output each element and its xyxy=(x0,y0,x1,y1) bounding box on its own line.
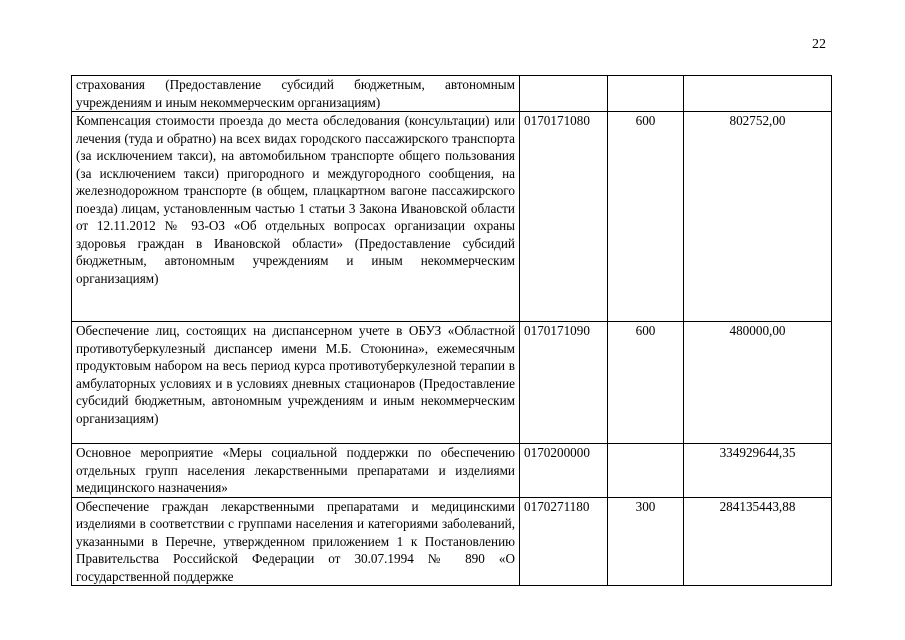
row-expense-type: 600 xyxy=(608,322,684,444)
budget-table xyxy=(71,75,832,586)
row-amount xyxy=(684,76,832,112)
table-row xyxy=(72,112,832,322)
row-code: 0170271180 xyxy=(520,497,608,586)
row-description: Обеспечение граждан лекарственными препаратами и медицинскими изделиями в соответствии с группами населения и категориями заболеваний, указанными в Перечне, утвержденном приложением 1 к Постановлению Правительства Российской Федерации от 30.07.1994 № 890 «О государственной поддержке xyxy=(72,497,520,586)
page-number: 22 xyxy=(812,37,826,52)
table-row xyxy=(72,76,832,112)
row-description: Основное мероприятие «Меры социальной поддержки по обеспечению отдельных групп населения лекарственными препаратами и изделиями медицинского назначения» xyxy=(72,444,520,498)
table-row xyxy=(72,497,832,586)
row-code: 0170171080 xyxy=(520,112,608,322)
row-expense-type xyxy=(608,444,684,498)
row-code: 0170171090 xyxy=(520,322,608,444)
row-description: Обеспечение лиц, состоящих на диспансерном учете в ОБУЗ «Областной противотуберкулезный диспансер имени М.Б. Стоюнина», ежемесячным продуктовым набором на весь период курса противотуберкулезной терапии в амбулаторных условиях и в условиях дневных стационаров (Предоставление субсидий бюджетным, автономным учреждениям и иным некоммерческим организациям) xyxy=(72,322,520,444)
row-amount: 480000,00 xyxy=(684,322,832,444)
table-row xyxy=(72,444,832,498)
row-expense-type xyxy=(608,76,684,112)
row-code: 0170200000 xyxy=(520,444,608,498)
row-description: Компенсация стоимости проезда до места обследования (консультации) или лечения (туда и обратно) на всех видах городского пассажирского транспорта (за исключением такси), на автомобильном транспорте общего пользования (за исключением такси) пригородного и междугородного сообщения, на железнодорожном транспорте (в общем, плацкартном вагоне пассажирского поезда) лицам, установленным частью 1 статьи 3 Закона Ивановской области от 12.11.2012 № 93-ОЗ «Об отдельных вопросах организации охраны здоровья граждан в Ивановской области» (Предоставление субсидий бюджетным, автономным учреждениям и иным некоммерческим организациям) xyxy=(72,112,520,322)
row-amount: 334929644,35 xyxy=(684,444,832,498)
row-description: страхования (Предоставление субсидий бюджетным, автономным учреждениям и иным некоммерческим организациям) xyxy=(72,76,520,112)
row-amount: 802752,00 xyxy=(684,112,832,322)
row-amount: 284135443,88 xyxy=(684,497,832,586)
row-code xyxy=(520,76,608,112)
row-expense-type: 300 xyxy=(608,497,684,586)
row-expense-type: 600 xyxy=(608,112,684,322)
table-row xyxy=(72,322,832,444)
